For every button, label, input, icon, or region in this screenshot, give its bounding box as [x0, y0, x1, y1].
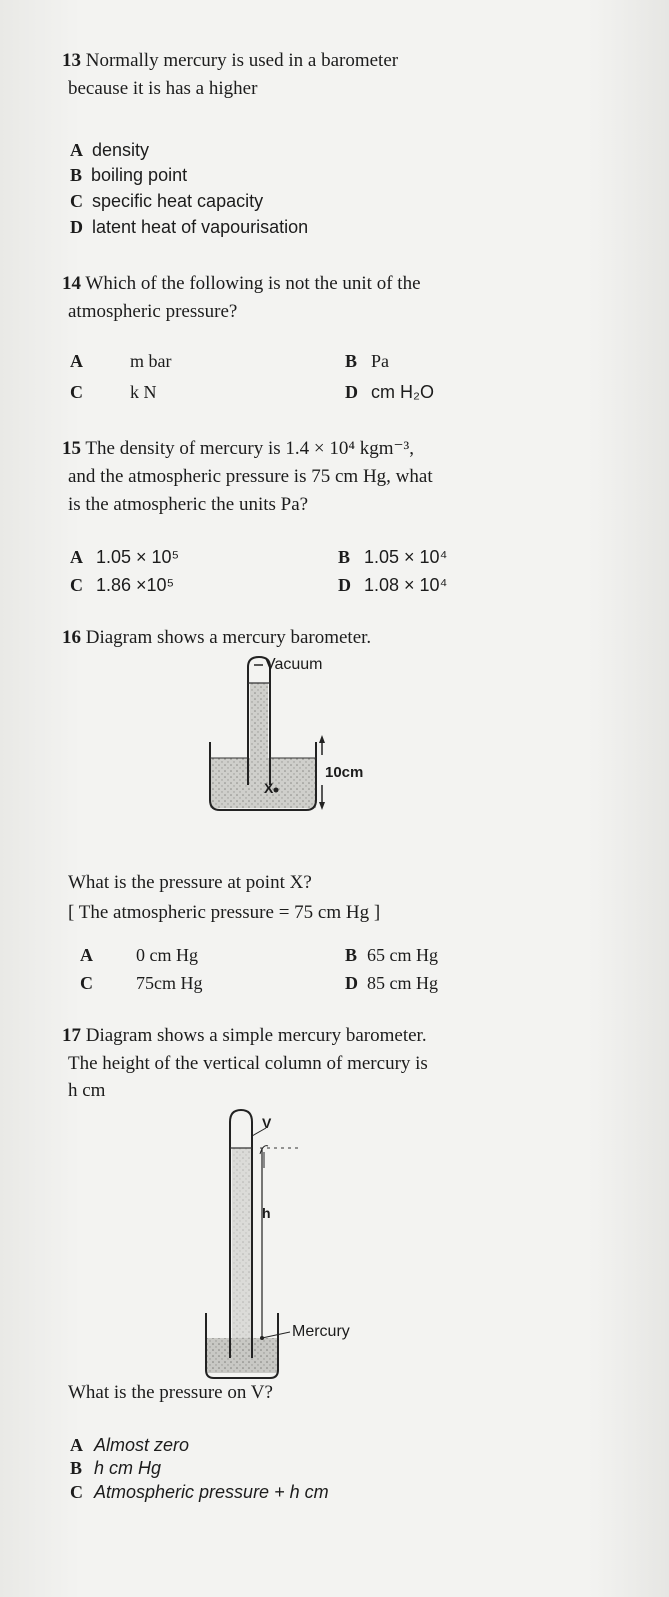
option-b[interactable] — [70, 1458, 161, 1479]
option-c[interactable] — [70, 1482, 329, 1503]
option-letter: C — [70, 1482, 83, 1502]
mercury-label: Mercury — [292, 1323, 350, 1340]
option-a[interactable] — [70, 547, 179, 568]
question-17-question: What is the pressure on V? — [68, 1382, 273, 1403]
question-14-line1 — [62, 273, 421, 295]
option-letter: A — [70, 1435, 83, 1455]
question-number: 16 — [62, 627, 81, 648]
option-letter: B — [70, 165, 83, 185]
option-c[interactable] — [70, 382, 157, 403]
question-stem: h cm — [68, 1080, 106, 1101]
option-text: boiling point — [91, 165, 188, 185]
question-13-line1 — [62, 50, 398, 72]
mercury-pointer — [262, 1332, 290, 1338]
option-text: 75cm Hg — [136, 973, 203, 993]
option-text: 0 cm Hg — [136, 945, 198, 965]
question-16-note: [ The atmospheric pressure = 75 cm Hg ] — [68, 902, 381, 923]
option-d[interactable] — [338, 575, 447, 596]
dish-mercury — [206, 1338, 278, 1373]
question-stem: Diagram shows a mercury barometer. — [85, 627, 372, 648]
option-d[interactable] — [345, 973, 438, 994]
option-a[interactable] — [70, 351, 171, 372]
question-16-question: What is the pressure at point X? — [68, 872, 312, 893]
option-text: specific heat capacity — [92, 191, 264, 211]
option-c[interactable] — [70, 575, 174, 596]
question-stem: Normally mercury is used in a barometer — [85, 50, 399, 71]
dish-mercury — [210, 758, 316, 808]
question-15-line1 — [62, 437, 414, 460]
question-number: 17 — [62, 1025, 81, 1046]
question-stem: Which of the following is not the unit of the — [85, 273, 421, 294]
question-number: 15 — [62, 438, 81, 459]
option-text: Almost zero — [94, 1435, 190, 1455]
option-d[interactable] — [70, 217, 308, 238]
option-text: Atmospheric pressure + h cm — [94, 1482, 329, 1502]
option-text: 1.86 ×10⁵ — [96, 575, 175, 595]
option-b[interactable] — [345, 351, 389, 372]
barometer-diagram-16 — [200, 655, 400, 855]
question-stem: and the atmospheric pressure is 75 cm Hg, what — [68, 466, 433, 487]
option-text: 1.05 × 10⁵ — [96, 547, 180, 567]
option-text: k N — [130, 382, 157, 402]
question-17-line1 — [62, 1025, 427, 1047]
option-b[interactable] — [70, 165, 187, 186]
option-b[interactable] — [345, 945, 438, 966]
point-x-label: X — [264, 780, 274, 796]
option-text: 85 cm Hg — [367, 973, 438, 993]
option-letter: C — [70, 191, 83, 211]
option-letter: A — [80, 945, 93, 965]
question-number: 14 — [62, 273, 81, 294]
question-16-line1 — [62, 627, 371, 649]
point-x-marker — [274, 788, 279, 793]
option-letter: A — [70, 140, 83, 160]
option-text: m bar — [130, 351, 172, 371]
option-letter: B — [345, 945, 358, 965]
option-c[interactable] — [70, 191, 263, 212]
h-label: h — [262, 1205, 271, 1221]
height-label: 10cm — [325, 764, 364, 781]
option-text: 1.08 × 10⁴ — [364, 575, 448, 595]
question-stem: The density of mercury is 1.4 × 10⁴ kgm⁻³, — [85, 438, 414, 459]
question-stem: The height of the vertical column of mercury is — [68, 1053, 428, 1074]
question-stem: because it is has a higher — [68, 78, 258, 99]
option-letter: C — [70, 382, 83, 402]
option-letter: C — [70, 575, 83, 595]
option-letter: B — [338, 547, 351, 567]
option-letter: A — [70, 351, 83, 371]
option-letter: B — [345, 351, 358, 371]
option-a[interactable] — [80, 945, 198, 966]
option-letter: C — [80, 973, 93, 993]
option-letter: B — [70, 1458, 83, 1478]
option-text: h cm Hg — [94, 1458, 162, 1478]
v-label: V — [262, 1115, 272, 1131]
option-letter: A — [70, 547, 83, 567]
option-b[interactable] — [338, 547, 447, 568]
vacuum-label: Vacuum — [265, 656, 323, 673]
option-d[interactable] — [345, 382, 434, 403]
option-text: cm H₂O — [371, 382, 434, 402]
option-a[interactable] — [70, 1435, 189, 1456]
option-c[interactable] — [80, 973, 203, 994]
question-stem: atmospheric pressure? — [68, 301, 238, 322]
barometer-diagram-17 — [200, 1108, 400, 1383]
option-text: Pa — [371, 351, 389, 371]
option-text: 65 cm Hg — [367, 945, 438, 965]
option-a[interactable] — [70, 140, 149, 161]
option-text: density — [92, 140, 150, 160]
option-letter: D — [70, 217, 83, 237]
question-stem: Diagram shows a simple mercury barometer. — [85, 1025, 427, 1046]
question-number: 13 — [62, 50, 81, 71]
option-letter: D — [338, 575, 351, 595]
option-text: latent heat of vapourisation — [92, 217, 309, 237]
option-text: 1.05 × 10⁴ — [364, 547, 448, 567]
option-letter: D — [345, 973, 358, 993]
option-letter: D — [345, 382, 358, 402]
question-stem: is the atmospheric the units Pa? — [68, 494, 309, 515]
